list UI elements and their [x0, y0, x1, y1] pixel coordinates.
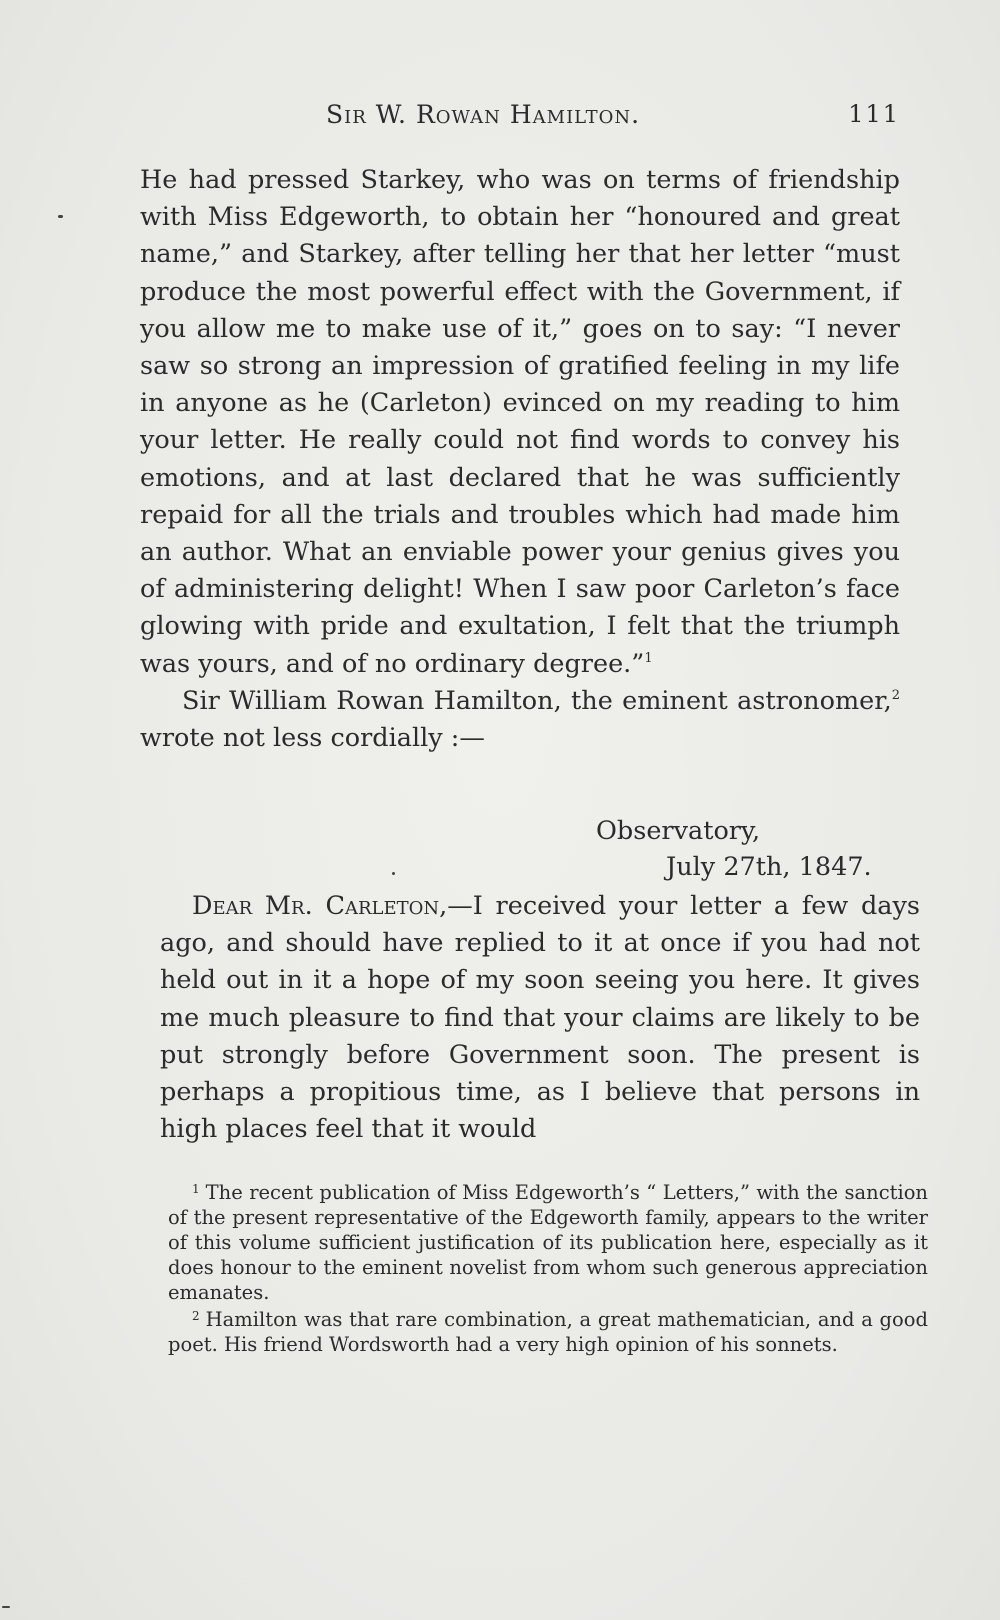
letter-place: Observatory,: [596, 816, 761, 846]
paper-speck: [58, 215, 63, 218]
letter-salutation: Dear Mr. Carleton,: [192, 891, 448, 921]
footnote-1: [168, 1180, 928, 1305]
main-text: [140, 162, 900, 757]
paragraph-1: [140, 162, 900, 683]
letter-text: —I received your letter a few days ago, and should have replied to it at once if you had not held out in it a hope of my soon seeing you here. It gives me much pleasure to find that your claims are likely to be put strongly before Government soon. The present is perhaps a propitious time, as I believe that persons in high places feel that it would: [160, 891, 920, 1145]
paragraph-2-start: Sir William Rowan Hamilton, the eminent astronomer,: [182, 685, 892, 716]
running-title: Sir W. Rowan Hamilton.: [326, 100, 641, 129]
paper-speck: [2, 1606, 10, 1608]
page-number: 111: [848, 100, 900, 128]
paragraph-2: [140, 683, 900, 757]
letter-body: [160, 888, 920, 1148]
footnote-1-text: The recent publication of Miss Edgeworth’s “ Letters,” with the sanction of the present representative of the Edgeworth family, appears to the writer of this volume sufficient justification of its publication here, especially as it does honour to the eminent novelist from whom such generous appreciation emanates.: [168, 1181, 928, 1304]
letter-paragraph: [160, 888, 920, 1148]
footnote-1-mark: 1: [192, 1182, 200, 1196]
footnote-ref-2: 2: [891, 687, 900, 703]
page-header: [140, 100, 900, 140]
footnote-2: [168, 1307, 928, 1357]
footnote-ref-1: 1: [644, 650, 653, 666]
paragraph-2-end: wrote not less cordially :—: [140, 723, 485, 754]
footnote-2-mark: 2: [192, 1309, 200, 1323]
letter-date: July 27th, 1847.: [666, 852, 872, 882]
paper-speck: [392, 872, 395, 875]
paragraph-1-text: He had pressed Starkey, who was on terms of friendship with Miss Edgeworth, to obtain her “honoured and great name,” and Starkey, after telling her that her letter “must produce the most powerful effect with the Government, if you allow me to make use of it,” goes on to say: “I never saw so strong an impression of gratified feeling in my life in anyone as he (Carleton) evinced on my reading to him your letter. He really could not find words to convey his emotions, and at last declared that he was sufficiently repaid for all the trials and troubles which had made him an author. What an enviable power your genius gives you of administering delight! When I saw poor Carleton’s face glowing with pride and exultation, I felt that the triumph was yours, and of no ordinary degree.”: [140, 165, 900, 679]
footnotes: [168, 1180, 928, 1359]
footnote-2-text: Hamilton was that rare combination, a great mathematician, and a good poet. His friend Wordsworth had a very high opinion of his sonnets.: [168, 1308, 928, 1356]
